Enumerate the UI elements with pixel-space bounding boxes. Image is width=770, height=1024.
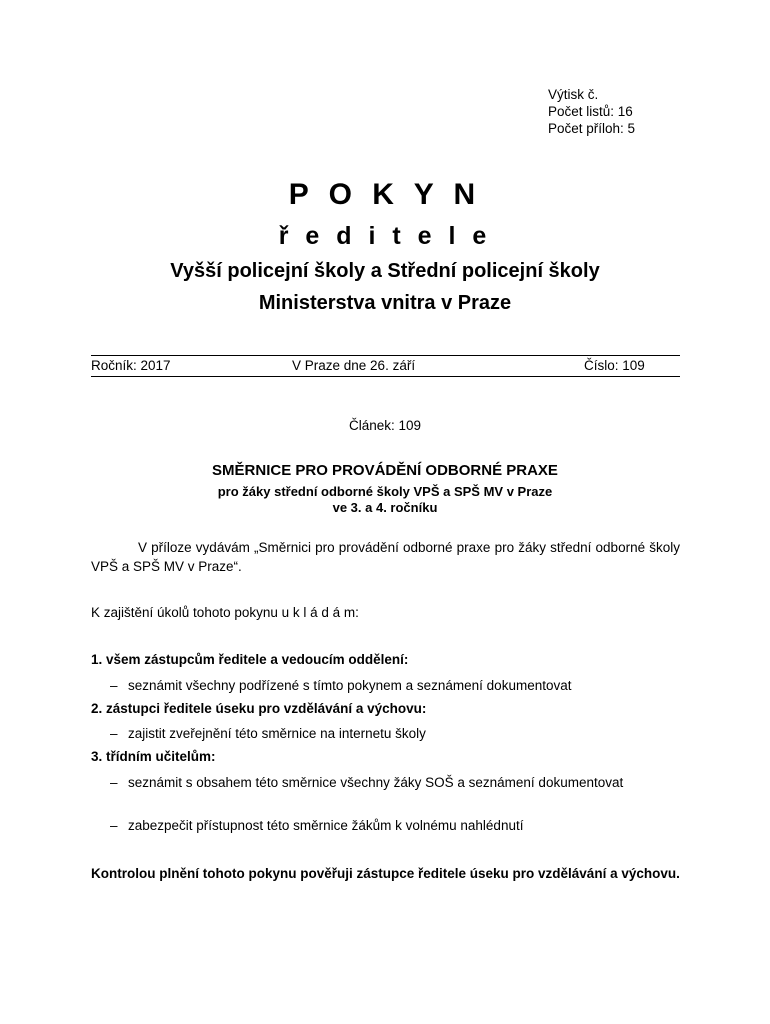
- directive-subtitle-2: ve 3. a 4. ročníku: [332, 500, 438, 515]
- section-heading-2: 2. zástupci ředitele úseku pro vzdělávání a výchovu:: [91, 701, 427, 716]
- meta-number: Číslo: 109: [584, 358, 645, 373]
- meta-year: Ročník: 2017: [91, 358, 171, 373]
- meta-place-date: V Praze dne 26. září: [292, 358, 416, 373]
- copy-number: Výtisk č.: [548, 87, 599, 102]
- list-item: [110, 817, 680, 835]
- article-number: Článek: 109: [348, 418, 422, 433]
- tasks-intro: K zajištění úkolů tohoto pokynu u k l á d á m:: [91, 605, 359, 620]
- directive-subtitle-1: pro žáky střední odborné školy VPŠ a SPŠ MV v Praze: [217, 484, 553, 499]
- meta-divider-top: [91, 355, 680, 356]
- list-item-text: zajistit zveřejnění této směrnice na internetu školy: [128, 726, 426, 741]
- intro-paragraph: V příloze vydávám „Směrnici pro provádění odborné praxe pro žáky střední odborné školy VPŠ a SPŠ MV v Praze“.: [91, 540, 680, 574]
- list-item: [110, 774, 680, 792]
- list-item-text: seznámit s obsahem této směrnice všechny žáky SOŠ a seznámení dokumentovat: [128, 775, 624, 790]
- list-item-text: seznámit všechny podřízené s tímto pokynem a seznámení dokumentovat: [128, 678, 572, 693]
- document-subtitle: ř e d i t e l e: [278, 222, 492, 250]
- sheet-count: Počet listů: 16: [548, 104, 633, 119]
- section-heading-3: 3. třídním učitelům:: [91, 749, 216, 764]
- closing-statement: Kontrolou plnění tohoto pokynu pověřuji zástupce ředitele úseku pro vzdělávání a výchovu.: [91, 866, 680, 881]
- list-item-text: zabezpečit přístupnost této směrnice žákům k volnému nahlédnutí: [128, 818, 524, 833]
- dash-bullet: –: [110, 775, 118, 790]
- directive-title: SMĚRNICE PRO PROVÁDĚNÍ ODBORNÉ PRAXE: [212, 462, 558, 479]
- dash-bullet: –: [110, 678, 118, 693]
- section-heading-1: 1. všem zástupcům ředitele a vedoucím oddělení:: [91, 652, 409, 667]
- meta-divider-bottom: [91, 376, 680, 377]
- document-info-block: [548, 86, 635, 137]
- attachment-count: Počet příloh: 5: [548, 121, 636, 136]
- dash-bullet: –: [110, 818, 118, 833]
- list-item: [110, 725, 680, 743]
- school-name-line1: Vyšší policejní školy a Střední policejní školy: [170, 260, 600, 282]
- school-name-line2: Ministerstva vnitra v Praze: [258, 292, 512, 314]
- list-item: [110, 677, 680, 695]
- dash-bullet: –: [110, 726, 118, 741]
- document-title: P O K Y N: [288, 178, 482, 211]
